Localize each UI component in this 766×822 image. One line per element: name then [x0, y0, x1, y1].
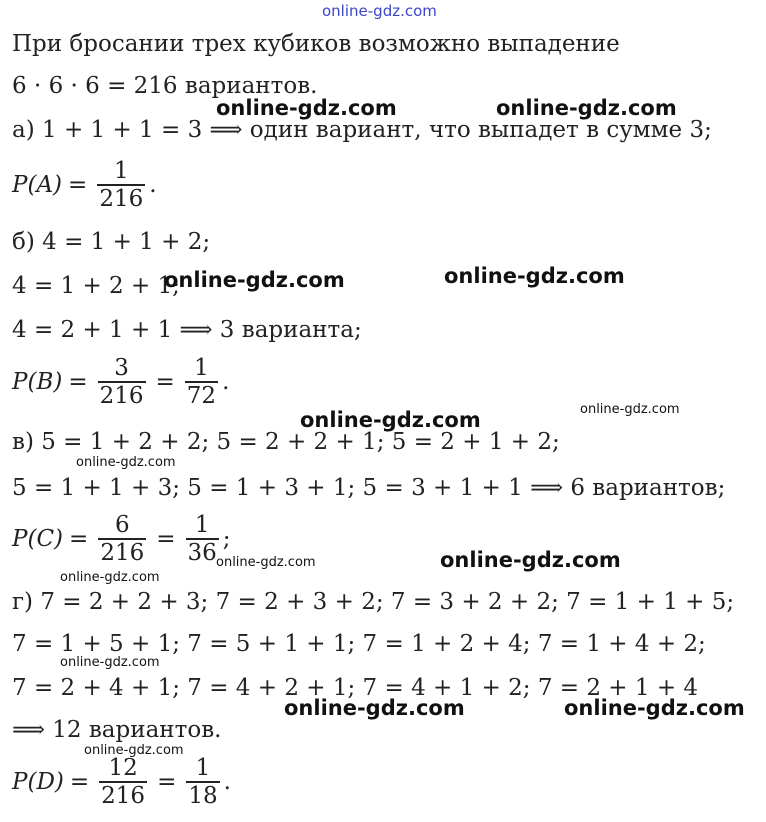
watermark: online-gdz.com	[84, 743, 184, 758]
denominator: 216	[99, 185, 144, 212]
numerator: 1	[195, 755, 211, 781]
fraction	[99, 755, 147, 809]
prob-label: P(A)	[12, 171, 63, 198]
equals-sign: =	[68, 171, 88, 198]
terminator: .	[149, 171, 157, 198]
fraction	[185, 355, 218, 409]
watermark: online-gdz.com	[164, 268, 345, 292]
case-d-total: ⟹ 12 вариантов.	[12, 717, 222, 743]
denominator: 216	[101, 782, 146, 809]
watermark: online-gdz.com	[580, 402, 680, 417]
numerator: 1	[194, 512, 210, 538]
numerator: 1	[194, 355, 209, 381]
watermark: online-gdz.com	[300, 408, 481, 432]
prob-label: P(C)	[12, 525, 64, 552]
denominator: 216	[99, 382, 144, 409]
case-c-1: в) 5 = 1 + 2 + 2; 5 = 2 + 2 + 1; 5 = 2 + 1 + 2;	[12, 429, 560, 455]
probability-c	[12, 512, 231, 566]
fraction	[186, 755, 219, 809]
prob-label: P(B)	[12, 368, 63, 395]
case-d-2: 7 = 1 + 5 + 1; 7 = 5 + 1 + 1; 7 = 1 + 2 + 4; 7 = 1 + 4 + 2;	[12, 631, 706, 657]
case-c-2: 5 = 1 + 1 + 3; 5 = 1 + 3 + 1; 5 = 3 + 1 + 1 ⟹ 6 вариантов;	[12, 475, 726, 501]
numerator: 1	[113, 158, 129, 184]
denominator: 72	[186, 382, 217, 409]
equals-sign: =	[69, 768, 90, 795]
equals-sign: =	[157, 768, 177, 795]
case-b-1: б) 4 = 1 + 1 + 2;	[12, 229, 211, 255]
fraction	[98, 355, 146, 409]
equals-sign: =	[155, 368, 175, 395]
probability-d	[12, 755, 231, 809]
case-b-3: 4 = 2 + 1 + 1 ⟹ 3 варианта;	[12, 317, 362, 343]
numerator: 3	[114, 355, 129, 381]
denominator: 36	[187, 539, 217, 566]
watermark: online-gdz.com	[216, 555, 316, 570]
watermark: online-gdz.com	[564, 696, 745, 720]
watermark: online-gdz.com	[444, 264, 625, 288]
fraction	[98, 512, 146, 566]
watermark: online-gdz.com	[76, 455, 176, 470]
probability-b	[12, 355, 229, 409]
terminator: ;	[222, 525, 231, 552]
denominator: 216	[100, 539, 145, 566]
problem-intro: При бросании трех кубиков возможно выпадение	[12, 31, 620, 57]
probability-a	[12, 158, 157, 212]
fraction	[186, 512, 219, 566]
watermark: online-gdz.com	[284, 696, 465, 720]
watermark: online-gdz.com	[322, 2, 437, 20]
watermark: online-gdz.com	[496, 96, 677, 120]
case-a: а) 1 + 1 + 1 = 3 ⟹ один вариант, что выпадет в сумме 3;	[12, 117, 712, 143]
case-b-2: 4 = 1 + 2 + 1;	[12, 273, 180, 299]
terminator: .	[222, 368, 230, 395]
watermark: online-gdz.com	[60, 655, 160, 670]
equals-sign: =	[156, 525, 176, 552]
watermark: online-gdz.com	[60, 570, 160, 585]
equals-sign: =	[69, 525, 89, 552]
numerator: 6	[114, 512, 130, 538]
watermark: online-gdz.com	[216, 96, 397, 120]
total-outcomes: 6 · 6 · 6 = 216 вариантов.	[12, 73, 318, 99]
case-d-3: 7 = 2 + 4 + 1; 7 = 4 + 2 + 1; 7 = 4 + 1 + 2; 7 = 2 + 1 + 4	[12, 675, 699, 701]
prob-label: P(D)	[12, 768, 64, 795]
fraction	[97, 158, 145, 212]
watermark: online-gdz.com	[440, 548, 621, 572]
terminator: .	[223, 768, 231, 795]
equals-sign: =	[68, 368, 88, 395]
case-d-1: г) 7 = 2 + 2 + 3; 7 = 2 + 3 + 2; 7 = 3 + 2 + 2; 7 = 1 + 1 + 5;	[12, 589, 735, 615]
numerator: 12	[108, 755, 138, 781]
denominator: 18	[188, 782, 218, 809]
